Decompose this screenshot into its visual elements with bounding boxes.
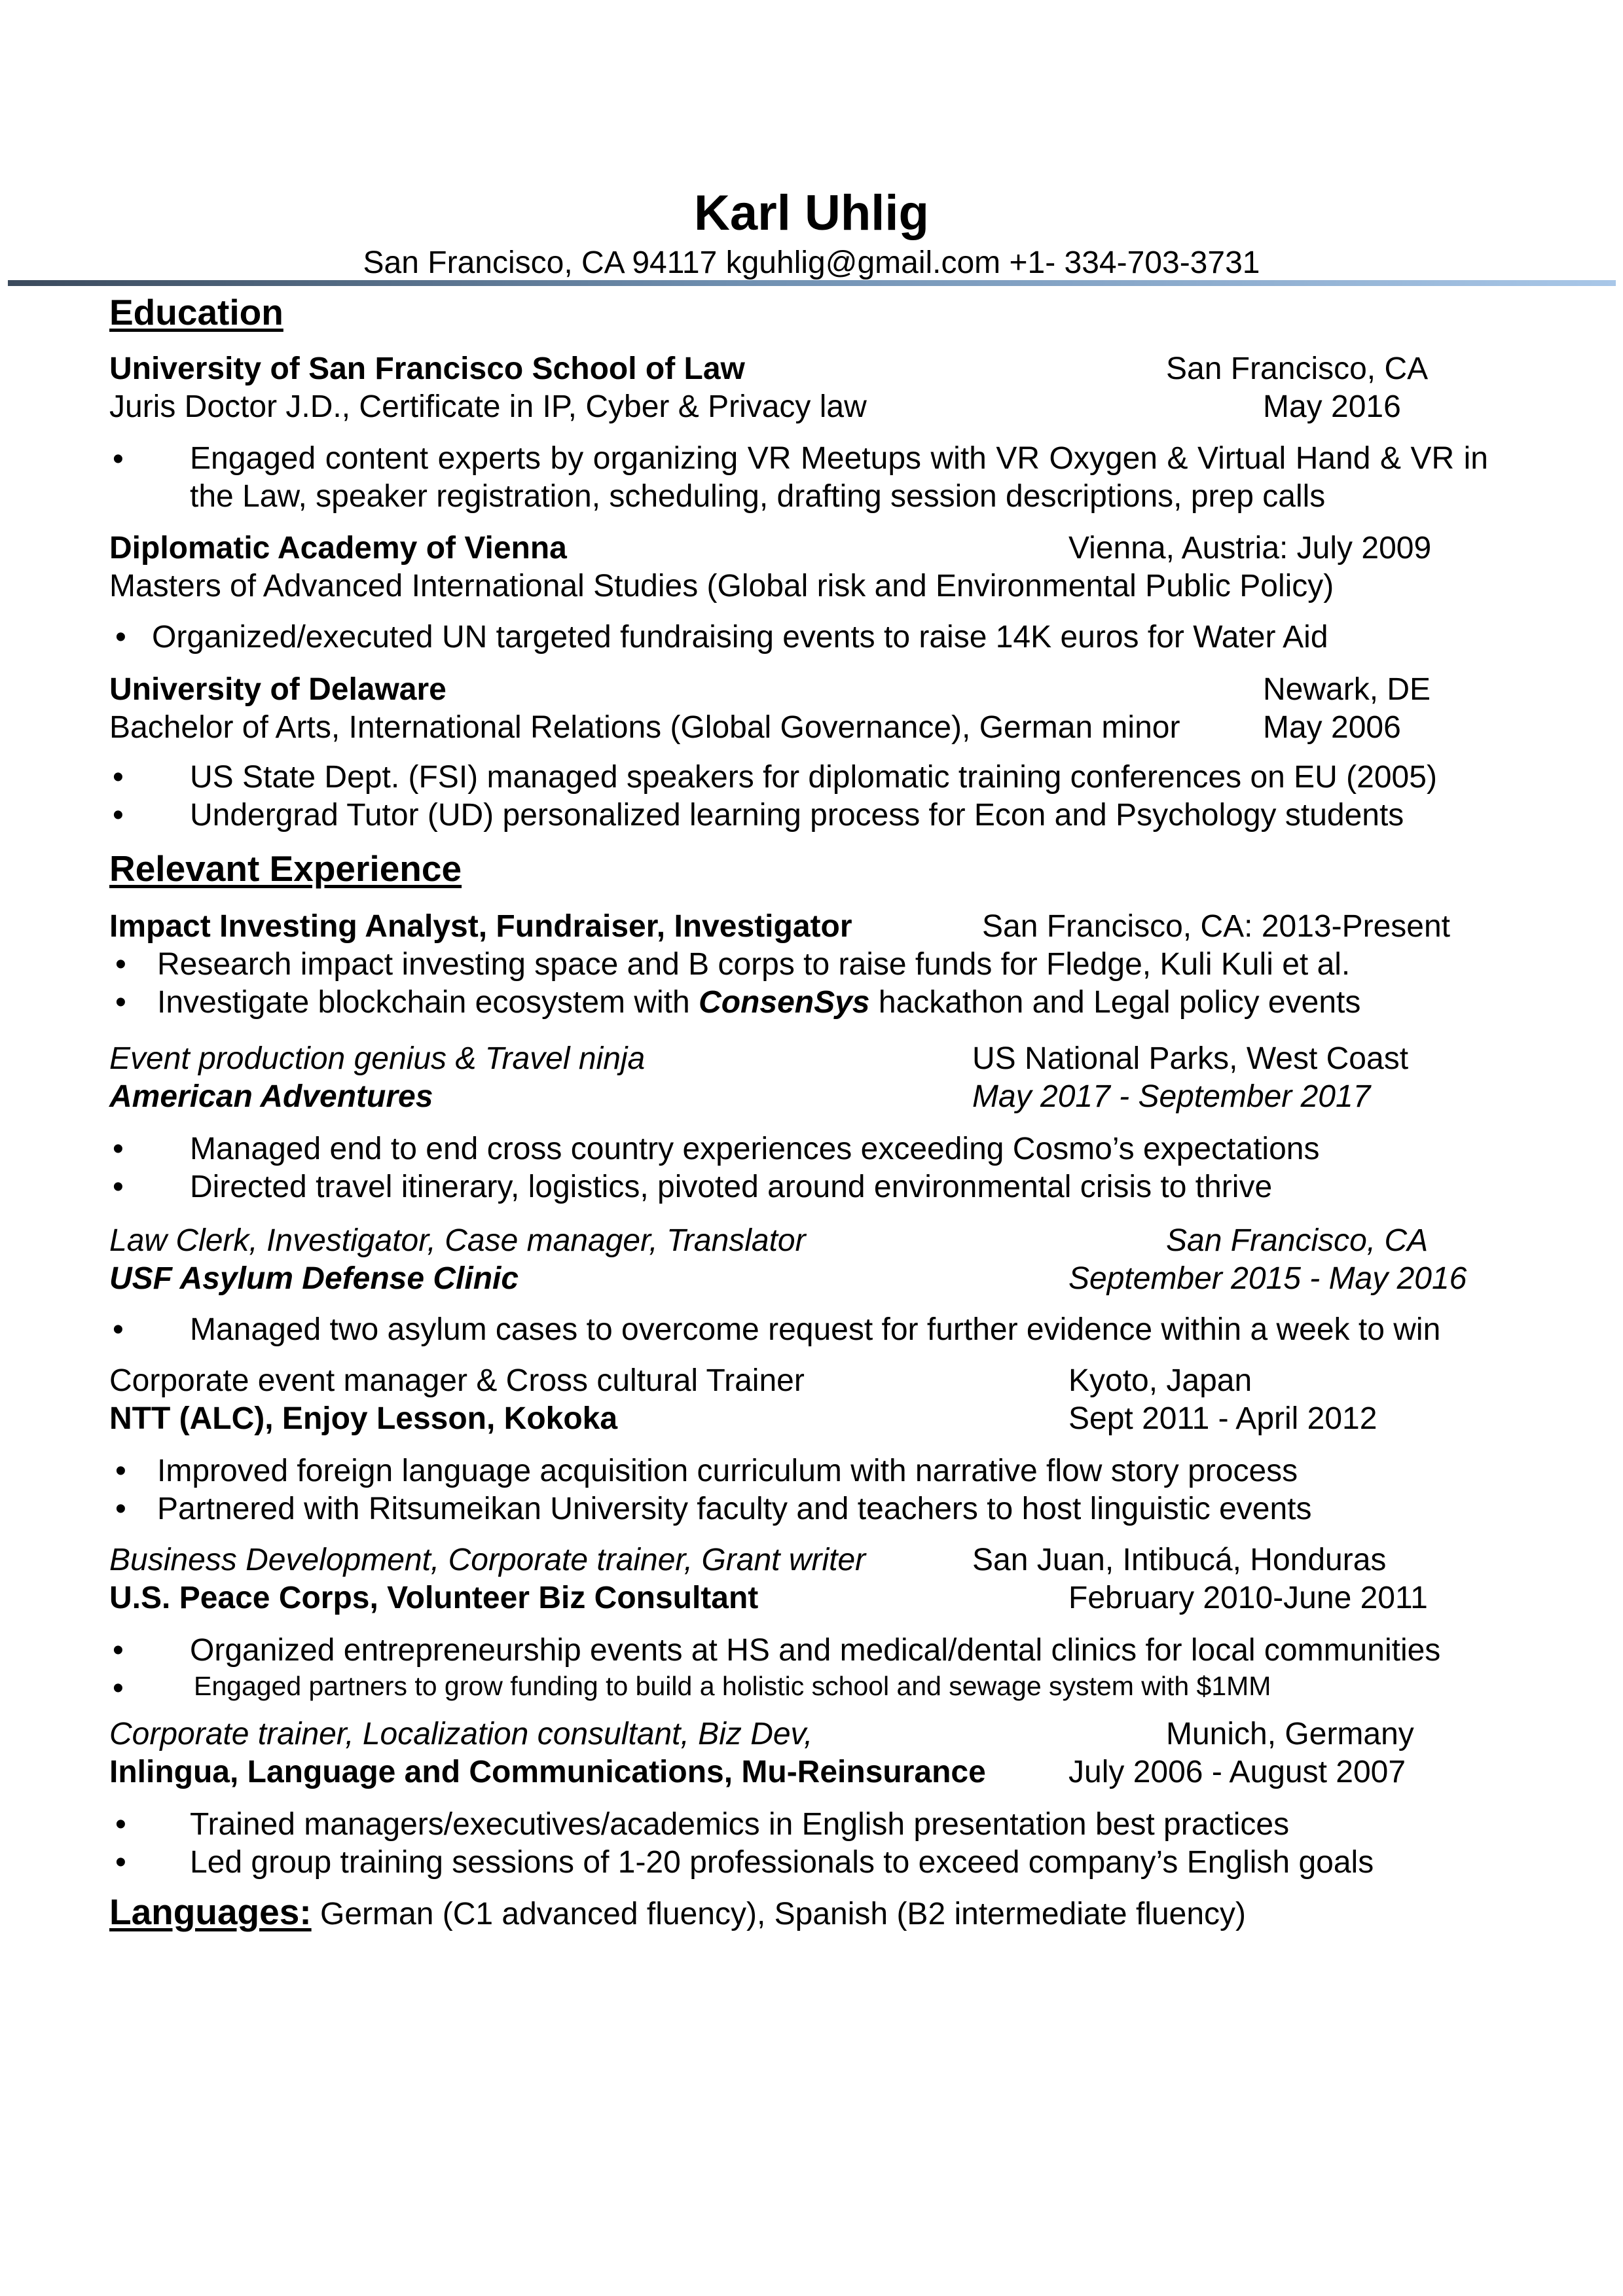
- contact-line: San Francisco, CA 94117 kguhlig@gmail.com +1- 334-703-3731: [363, 245, 1260, 280]
- degree: Masters of Advanced International Studies (Global risk and Environmental Public Policy): [109, 569, 1334, 603]
- job-title: Corporate event manager & Cross cultural Trainer: [109, 1363, 805, 1398]
- bullet-icon: •: [115, 985, 126, 1020]
- bullet-text: Trained managers/executives/academics in English presentation best practices: [190, 1807, 1290, 1842]
- degree: Bachelor of Arts, International Relations (Global Governance), German minor: [109, 710, 1180, 745]
- school-name: Diplomatic Academy of Vienna: [109, 531, 567, 565]
- bullet-text: Managed two asylum cases to overcome request for further evidence within a week to win: [190, 1312, 1441, 1347]
- bullet-text: Improved foreign language acquisition curriculum with narrative flow story process: [157, 1454, 1298, 1488]
- job-dates: July 2006 - August 2007: [1068, 1755, 1406, 1789]
- job-location: Munich, Germany: [1166, 1717, 1414, 1751]
- bullet-text: Research impact investing space and B corps to raise funds for Fledge, Kuli Kuli et al.: [157, 947, 1351, 982]
- degree-date: May 2006: [1263, 710, 1401, 745]
- school-name: University of Delaware: [109, 672, 447, 707]
- job-location: US National Parks, West Coast: [972, 1041, 1409, 1076]
- job-dates: September 2015 - May 2016: [1068, 1261, 1467, 1296]
- bullet-icon: •: [113, 1633, 124, 1668]
- organization: USF Asylum Defense Clinic: [109, 1261, 519, 1296]
- education-heading: Education: [109, 292, 283, 332]
- bullet-text: Organized entrepreneurship events at HS and medical/dental clinics for local communities: [190, 1633, 1441, 1668]
- organization: American Adventures: [109, 1079, 433, 1114]
- job-title: Event production genius & Travel ninja: [109, 1041, 646, 1076]
- bullet-icon: •: [115, 620, 126, 655]
- header-divider: [8, 280, 1616, 286]
- bullet-text: Engaged content experts by organizing VR Meetups with VR Oxygen & Virtual Hand & VR in the Law, speaker registration, scheduling, drafting session descriptions, prep calls: [190, 441, 1488, 514]
- school-location: San Francisco, CA: [1166, 351, 1429, 386]
- bullet-text: Undergrad Tutor (UD) personalized learning process for Econ and Psychology students: [190, 798, 1404, 833]
- bullet-icon: •: [113, 1312, 124, 1347]
- bullet-text: US State Dept. (FSI) managed speakers for diplomatic training conferences on EU (2005): [190, 760, 1437, 795]
- bullet-icon: •: [115, 1454, 126, 1488]
- school-name: University of San Francisco School of Law: [109, 351, 745, 386]
- bullet-text: Partnered with Ritsumeikan University faculty and teachers to host linguistic events: [157, 1492, 1312, 1526]
- bullet-icon: •: [115, 947, 126, 982]
- bullet-icon: •: [113, 1671, 124, 1706]
- job-location: San Francisco, CA: [1166, 1223, 1429, 1258]
- bullet-text: Organized/executed UN targeted fundraising events to raise 14K euros for Water Aid: [152, 620, 1328, 655]
- job-dates: Sept 2011 - April 2012: [1068, 1401, 1377, 1436]
- bullet-icon: •: [115, 1845, 126, 1880]
- job-title: Business Development, Corporate trainer, Grant writer: [109, 1543, 866, 1577]
- job-location: Kyoto, Japan: [1068, 1363, 1252, 1398]
- languages-line: [109, 1894, 1246, 1930]
- emphasized-company: ConsenSys: [699, 985, 870, 1020]
- job-title: Corporate trainer, Localization consultant, Biz Dev,: [109, 1717, 813, 1751]
- bullet-text: Directed travel itinerary, logistics, pivoted around environmental crisis to thrive: [190, 1170, 1273, 1204]
- school-location: Newark, DE: [1263, 672, 1431, 707]
- job-title: Impact Investing Analyst, Fundraiser, Investigator: [109, 909, 852, 944]
- languages-text: German (C1 advanced fluency), Spanish (B2 intermediate fluency): [311, 1897, 1247, 1931]
- job-dates: February 2010-June 2011: [1068, 1581, 1428, 1615]
- bullet-icon: •: [113, 1170, 124, 1204]
- degree-date: May 2016: [1263, 389, 1401, 424]
- bullet-text: Engaged partners to grow funding to build a holistic school and sewage system with $1MM: [194, 1671, 1271, 1701]
- organization: NTT (ALC), Enjoy Lesson, Kokoka: [109, 1401, 618, 1436]
- organization: U.S. Peace Corps, Volunteer Biz Consultant: [109, 1581, 759, 1615]
- bullet-icon: •: [113, 1132, 124, 1166]
- bullet-icon: •: [115, 1807, 126, 1842]
- bullet-icon: •: [113, 760, 124, 795]
- bullet-text: Managed end to end cross country experiences exceeding Cosmo’s expectations: [190, 1132, 1320, 1166]
- organization: Inlingua, Language and Communications, Mu-Reinsurance: [109, 1755, 986, 1789]
- bullet-icon: •: [115, 1492, 126, 1526]
- school-location: Vienna, Austria: July 2009: [1068, 531, 1432, 565]
- job-location: San Juan, Intibucá, Honduras: [972, 1543, 1387, 1577]
- candidate-name: Karl Uhlig: [694, 185, 929, 241]
- job-location: San Francisco, CA: 2013-Present: [982, 909, 1451, 944]
- degree: Juris Doctor J.D., Certificate in IP, Cyber & Privacy law: [109, 389, 867, 424]
- bullet-text: Investigate blockchain ecosystem with ConsenSys hackathon and Legal policy events: [157, 985, 1361, 1020]
- bullet-icon: •: [113, 798, 124, 833]
- bullet-icon: •: [113, 442, 124, 476]
- job-dates: May 2017 - September 2017: [972, 1079, 1371, 1114]
- experience-heading: Relevant Experience: [109, 848, 462, 889]
- bullet-text: Led group training sessions of 1-20 professionals to exceed company’s English goals: [190, 1845, 1374, 1880]
- languages-heading: Languages:: [109, 1892, 312, 1932]
- job-title: Law Clerk, Investigator, Case manager, Translator: [109, 1223, 806, 1258]
